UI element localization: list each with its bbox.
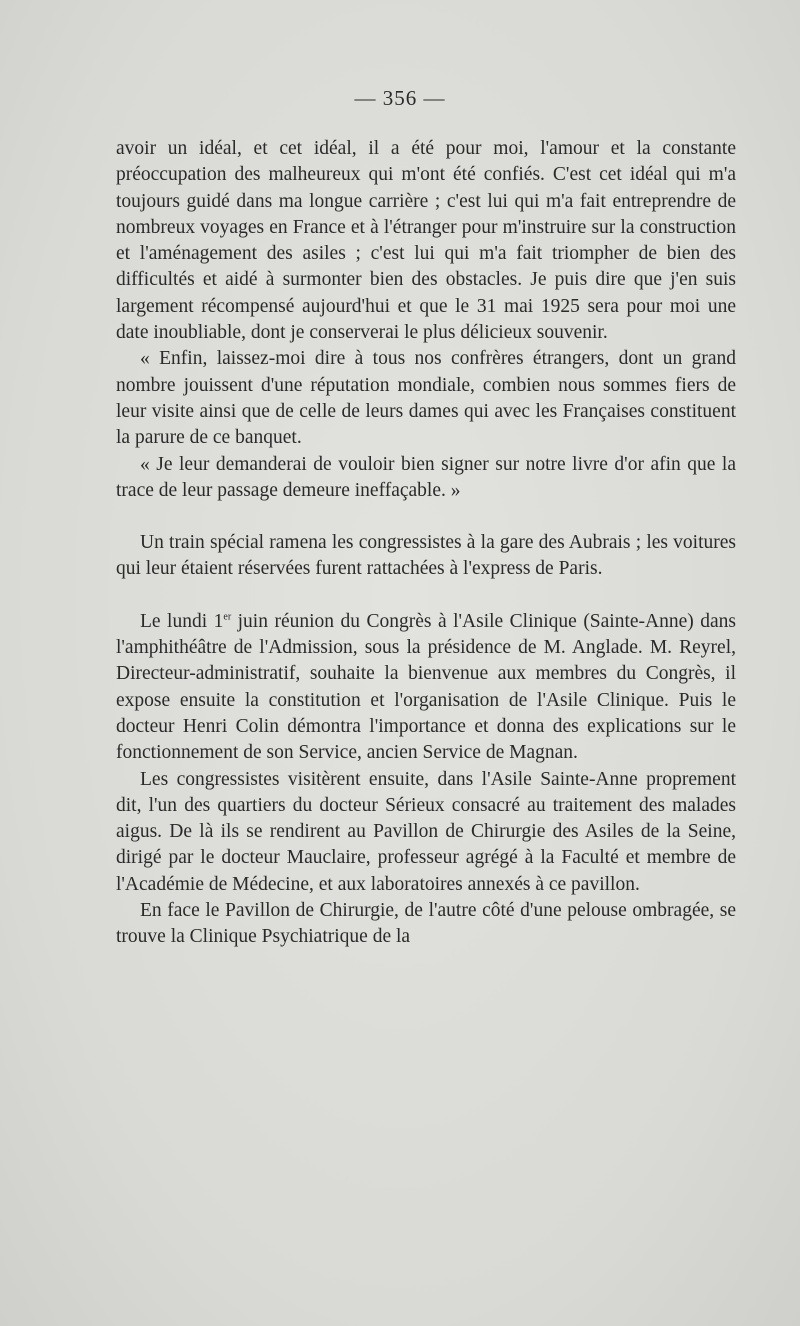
paragraph-asylum-visit: Les congressistes visitèrent ensuite, dans l'Asile Sainte-Anne proprement dit, l'un des quartiers du docteur Sérieux consacré au traitement des malades aigus. De là ils se rendirent au Pavillon de Chirurgie des Asiles de la Seine, dirigé par le docteur Mauclaire, professeur agrégé à la Faculté et membre de l'Académie de Médecine, et aux laboratoires annexés à ce pavillon. bbox=[116, 768, 736, 895]
monday-text-rest: juin réunion du Congrès à l'Asile Clinique (Sainte-Anne) dans l'amphithéâtre de l'Admission, sous la présidence de M. Anglade. M. Reyrel, Directeur-administratif, souhaite la bienvenue aux membres du Congrès, il expose ensuite la constitution et l'organisation de l'Asile Clinique. Puis le docteur Henri Colin démontra l'importance et donna des explications sur le fonctionnement de son Service, ancien Service de Magnan. bbox=[116, 610, 737, 764]
paragraph-special-train: Un train spécial ramena les congressistes à la gare des Aubrais ; les voitures qui leur étaient réservées furent rattachées à l'express de Paris. bbox=[116, 532, 736, 580]
paragraph-foreign-colleagues: « Enfin, laissez-moi dire à tous nos confrères étrangers, dont un grand nombre jouissent d'une réputation mondiale, combien nous sommes fiers de leur visite ainsi que de celle de leurs dames qui avec les Françaises constituent la parure de ce banquet. bbox=[116, 348, 736, 449]
paragraph-psychiatric-clinic: En face le Pavillon de Chirurgie, de l'autre côté d'une pelouse ombragée, se trouve la Clinique Psychiatrique de la bbox=[116, 900, 736, 948]
page-number: — 356 — bbox=[354, 86, 446, 110]
ordinal-superscript: er bbox=[223, 611, 232, 623]
body-text bbox=[116, 136, 736, 951]
paragraph-speech-ending: avoir un idéal, et cet idéal, il a été pour moi, l'amour et la constante préoccupation des malheureux qui m'ont été confiés. C'est cet idéal qui m'a toujours guidé dans ma longue carrière ; c'est lui qui m'a fait entreprendre de nombreux voyages en France et à l'étranger pour m'instruire sur la construction et l'aménagement des asiles ; c'est lui qui m'a fait triompher de bien des difficultés et aidé à surmonter bien des obstacles. Je puis dire que j'en suis largement récompensé aujourd'hui et que le 31 mai 1925 sera pour moi une date inoubliable, dont je conserverai le plus délicieux souvenir. bbox=[116, 138, 736, 344]
paragraph-monday-meeting bbox=[116, 609, 736, 767]
paragraph-golden-book: « Je leur demanderai de vouloir bien signer sur notre livre d'or afin que la trace de leur passage demeure ineffaçable. » bbox=[116, 453, 736, 501]
monday-text-start: Le lundi 1 bbox=[140, 610, 224, 632]
